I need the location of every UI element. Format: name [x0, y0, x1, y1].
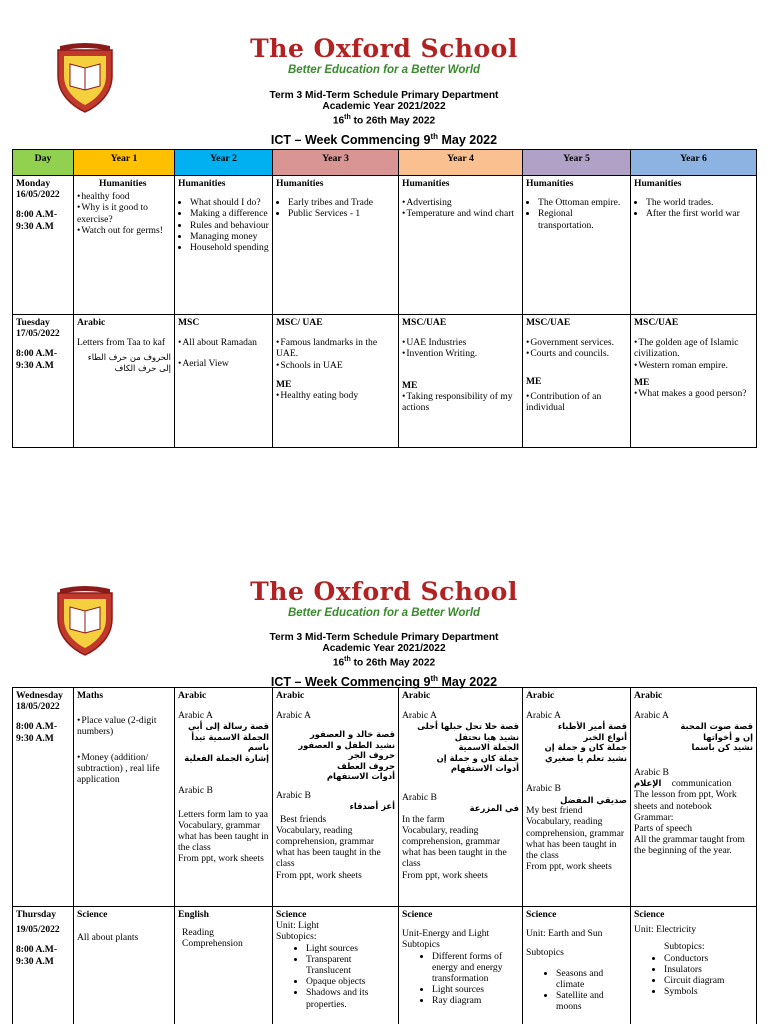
list-item: • Ray diagram: [432, 995, 519, 1006]
table-row-monday: [13, 176, 757, 315]
list-item: • What should I do?: [190, 197, 269, 208]
brand: [0, 34, 768, 76]
cell-wednesday-y3: Arabic Arabic A قصة خالد و العصفور نشيد الطفل و العصفور حروف الجر حروف العطف أدوات الاستفهام Arabic B أعز أصدقاء Best friends Vocabulary, reading comprehension, grammar what has been taught in the class From ppt, work sheets: [273, 688, 399, 907]
heading-line2: Academic Year 2021/2022: [322, 101, 446, 113]
list-item: • Early tribes and Trade: [288, 197, 395, 208]
list-item: • After the first world war: [646, 208, 753, 219]
cell-wednesday-y2: Arabic Arabic A قصة رسالة إلى أبي الجملة الاسمية تبدأ باسم إشارة الجملة الفعلية Arabic B Letters form lam to yaa Vocabulary, grammar what has been taught in the class From ppt, work sheets: [175, 688, 273, 907]
table-row-wednesday: [13, 688, 757, 907]
list-item: • Conductors: [664, 953, 753, 964]
cell-monday-y6: Humanities • The world trades. • After the first world war: [631, 176, 757, 315]
list-item: • Courts and councils.: [526, 348, 627, 359]
cell-wednesday-y4: Arabic Arabic A قصة حلا تحل حبلها أحلى نشيد هيا نحتفل الجملة الاسمية جملة كان و جملة إن أدوات الاستفهام Arabic B في المزرعة In the farm Vocabulary, reading comprehension, grammar what has been taught in the class From ppt, work sheets: [399, 688, 523, 907]
list-item: • healthy food: [77, 191, 171, 202]
list-item: • Household spending: [190, 242, 269, 253]
list-item: • Transparent Translucent: [306, 954, 395, 976]
list-item: • Insulators: [664, 964, 753, 975]
cell-monday-y4: Humanities • Advertising • Temperature and wind chart: [399, 176, 523, 315]
cell-thursday-y2: English Reading Comprehension: [175, 907, 273, 1024]
schedule-heading: [0, 632, 768, 690]
school-name: The Oxford School: [250, 577, 518, 606]
list-item: • What makes a good person?: [634, 388, 753, 399]
cell-tuesday-y4: MSC/UAE • UAE Industries • Invention Writing. ME • Taking responsibility of my actions: [399, 315, 523, 448]
cell-thursday-y3: Science Unit: Light Subtopics: • Light sources • Transparent Translucent • Opaque objects • Shadows and its properties.: [273, 907, 399, 1024]
list-item: • Watch out for germs!: [77, 225, 171, 236]
brand: [0, 577, 768, 619]
list-item: • Government services.: [526, 337, 627, 348]
list-item: • Why is it good to exercise?: [77, 202, 171, 224]
col-day: Day: [13, 150, 74, 176]
list-item: • Making a difference: [190, 208, 269, 219]
col-year1: Year 1: [74, 150, 175, 176]
list-item: • Circuit diagram: [664, 975, 753, 986]
schedule-table-2: [12, 687, 757, 1024]
list-item: • Money (addition/ subtraction) , real life application: [77, 752, 171, 786]
list-item: • Satellite and moons: [556, 990, 627, 1012]
school-motto: Better Education for a Better World: [287, 64, 481, 76]
list-item: • Symbols: [664, 986, 753, 997]
cell-tuesday-y5: MSC/UAE • Government services. • Courts and councils. ME • Contribution of an individual: [523, 315, 631, 448]
list-item: • Regional transportation.: [538, 208, 627, 230]
col-year5: Year 5: [523, 150, 631, 176]
schedule-heading: [0, 90, 768, 148]
heading-line1: Term 3 Mid-Term Schedule Primary Department: [269, 90, 499, 101]
cell-monday-y3: Humanities • Early tribes and Trade • Public Services - 1: [273, 176, 399, 315]
table-row-tuesday: [13, 315, 757, 448]
cell-thursday-y5: Science Unit: Earth and Sun Subtopics • Seasons and climate • Satellite and moons: [523, 907, 631, 1024]
heading-line1: Term 3 Mid-Term Schedule Primary Department: [269, 632, 499, 643]
ict-week-title: ICT – Week Commencing 9th May 2022: [270, 132, 498, 148]
school-name: The Oxford School: [250, 34, 518, 63]
schedule-page-2: [0, 543, 768, 1024]
cell-tuesday-y2: MSC • All about Ramadan • Aerial View: [175, 315, 273, 448]
list-item: • Contribution of an individual: [526, 391, 627, 413]
list-item: • The Ottoman empire.: [538, 197, 627, 208]
cell-tuesday-y6: MSC/UAE • The golden age of Islamic civilization. • Western roman empire. ME • What makes a good person?: [631, 315, 757, 448]
ict-week-title: ICT – Week Commencing 9th May 2022: [270, 674, 498, 690]
list-item: • The world trades.: [646, 197, 753, 208]
list-item: • Western roman empire.: [634, 360, 753, 371]
col-year2: Year 2: [175, 150, 273, 176]
heading-line3: 16th to 26th May 2022: [332, 656, 436, 669]
heading-line3: 16th to 26th May 2022: [332, 114, 436, 127]
cell-wednesday-y1: Maths • Place value (2-digit numbers) • Money (addition/ subtraction) , real life application: [74, 688, 175, 907]
list-item: • Invention Writing.: [402, 348, 519, 359]
table-row-thursday: [13, 907, 757, 1024]
list-item: • All about Ramadan: [178, 337, 269, 348]
list-item: • Rules and behaviour: [190, 220, 269, 231]
header-row: [13, 150, 757, 176]
list-item: • The golden age of Islamic civilization.: [634, 337, 753, 359]
heading-line2: Academic Year 2021/2022: [322, 643, 446, 655]
list-item: • Famous landmarks in the UAE.: [276, 337, 395, 359]
list-item: • Opaque objects: [306, 976, 395, 987]
day-cell: Wednesday 18/05/2022 8:00 A.M- 9:30 A.M: [13, 688, 74, 907]
school-motto: Better Education for a Better World: [287, 607, 481, 619]
col-year6: Year 6: [631, 150, 757, 176]
list-item: • Shadows and its properties.: [306, 987, 395, 1009]
cell-tuesday-y3: MSC/ UAE • Famous landmarks in the UAE. • Schools in UAE ME • Healthy eating body: [273, 315, 399, 448]
cell-monday-y2: Humanities • What should I do? • Making a difference • Rules and behaviour • Managing money • Household spending: [175, 176, 273, 315]
schedule-page-1: [0, 0, 768, 500]
list-item: • Temperature and wind chart: [402, 208, 519, 219]
cell-wednesday-y6: Arabic Arabic A قصة صوت المحبة إن و أخواتها نشيد كن باسما Arabic B الإعلام communication The lesson from ppt, Work sheets and notebook Grammar: Parts of speech All the grammar taught from the beginning of the year.: [631, 688, 757, 907]
day-cell: Tuesday 17/05/2022 8:00 A.M- 9:30 A.M: [13, 315, 74, 448]
list-item: • Taking responsibility of my actions: [402, 391, 519, 413]
col-year4: Year 4: [399, 150, 523, 176]
list-item: • Place value (2-digit numbers): [77, 715, 171, 737]
cell-monday-y5: Humanities • The Ottoman empire. • Regional transportation.: [523, 176, 631, 315]
list-item: • Different forms of energy and energy transformation: [432, 951, 519, 985]
list-item: • Public Services - 1: [288, 208, 395, 219]
day-cell: Thursday 19/05/2022 8:00 A.M- 9:30 A.M: [13, 907, 74, 1024]
col-year3: Year 3: [273, 150, 399, 176]
list-item: • Seasons and climate: [556, 968, 627, 990]
schedule-table-1: [12, 149, 757, 448]
cell-monday-y1: Humanities • healthy food • Why is it good to exercise? • Watch out for germs!: [74, 176, 175, 315]
list-item: • Light sources: [306, 943, 395, 954]
cell-thursday-y1: Science All about plants: [74, 907, 175, 1024]
list-item: • Aerial View: [178, 358, 269, 369]
list-item: • Healthy eating body: [276, 390, 395, 401]
list-item: • UAE Industries: [402, 337, 519, 348]
list-item: • Light sources: [432, 984, 519, 995]
list-item: • Schools in UAE: [276, 360, 395, 371]
day-cell: Monday 16/05/2022 8:00 A.M- 9:30 A.M: [13, 176, 74, 315]
cell-tuesday-y1: Arabic Letters from Taa to kaf الحروف من حرف الطاء إلى حرف الكاف: [74, 315, 175, 448]
list-item: • Advertising: [402, 197, 519, 208]
cell-wednesday-y5: Arabic Arabic A قصة أمير الأطباء أنواع الخبر جملة كان و جملة إن نشيد تعلم يا صغيري Arabic B صديقي المفضل My best friend Vocabulary, reading comprehension, grammar what has been taught in the class From ppt, work sheets: [523, 688, 631, 907]
list-item: • Managing money: [190, 231, 269, 242]
cell-thursday-y6: Science Unit: Electricity Subtopics: • Conductors • Insulators • Circuit diagram • Symbols: [631, 907, 757, 1024]
cell-thursday-y4: Science Unit-Energy and Light Subtopics • Different forms of energy and energy transformation • Light sources • Ray diagram: [399, 907, 523, 1024]
